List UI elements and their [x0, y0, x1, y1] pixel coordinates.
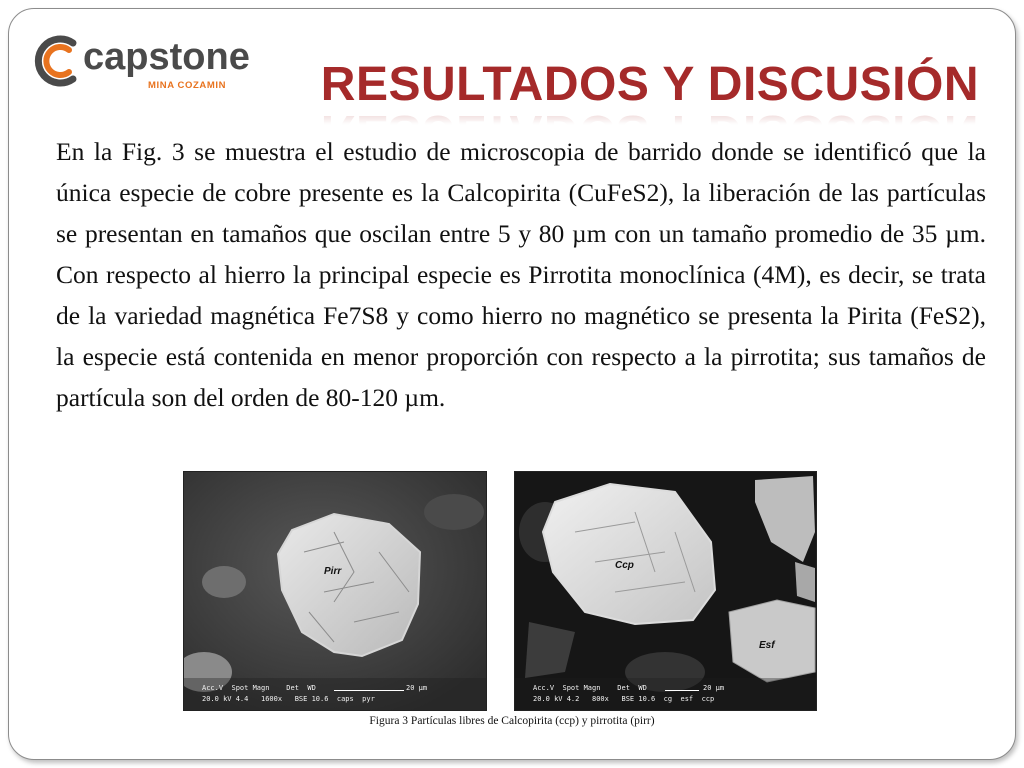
sem-image-pyrrhotite [183, 471, 487, 711]
meta-row1: Acc.V Spot Magn Det WD [202, 684, 316, 692]
slide-title: RESULTADOS Y DISCUSIÓN [320, 58, 979, 111]
logo-c-icon [31, 33, 81, 89]
scale-bar [334, 690, 404, 691]
sem-metadata-bar [184, 678, 486, 710]
scale-label: 20 µm [406, 684, 428, 692]
capstone-logo [31, 31, 251, 101]
meta-row2: 20.0 kV 4.2 800x BSE 10.6 cg esf ccp [533, 695, 715, 703]
sem-metadata-bar [515, 678, 816, 710]
meta-row1: Acc.V Spot Magn Det WD [533, 684, 647, 692]
meta-row2: 20.0 kV 4.4 1600x BSE 10.6 caps pyr [202, 695, 375, 703]
label-ccp: Ccp [615, 560, 634, 571]
sem-image-chalcopyrite [514, 471, 817, 711]
scale-label: 20 µm [703, 684, 725, 692]
label-esf: Esf [759, 640, 775, 651]
slide-frame [8, 8, 1016, 760]
scale-bar [665, 690, 699, 691]
logo-subtitle: MINA COZAMIN [148, 80, 227, 91]
figure-caption: Figura 3 Partículas libres de Calcopirita (ccp) y pirrotita (pirr) [369, 715, 655, 727]
logo-wordmark: capstone [83, 36, 250, 78]
body-paragraph: En la Fig. 3 se muestra el estudio de microscopia de barrido donde se identificó que la única especie de cobre presente es la Calcopirita (CuFeS2), la liberación de las partículas se presentan en tamaños que oscilan entre 5 y 80 µm con un tamaño promedio de 35 µm. Con respecto al hierro la principal especie es Pirrotita monoclínica (4M), es decir, se trata de la variedad magnética Fe7S8 y como hierro no magnético se presenta la Pirita (FeS2), la especie está contenida en menor proporción con respecto a la pirrotita; sus tamaños de partícula son del orden de 80-120 µm. [56, 137, 986, 412]
label-pirr: Pirr [324, 566, 342, 577]
